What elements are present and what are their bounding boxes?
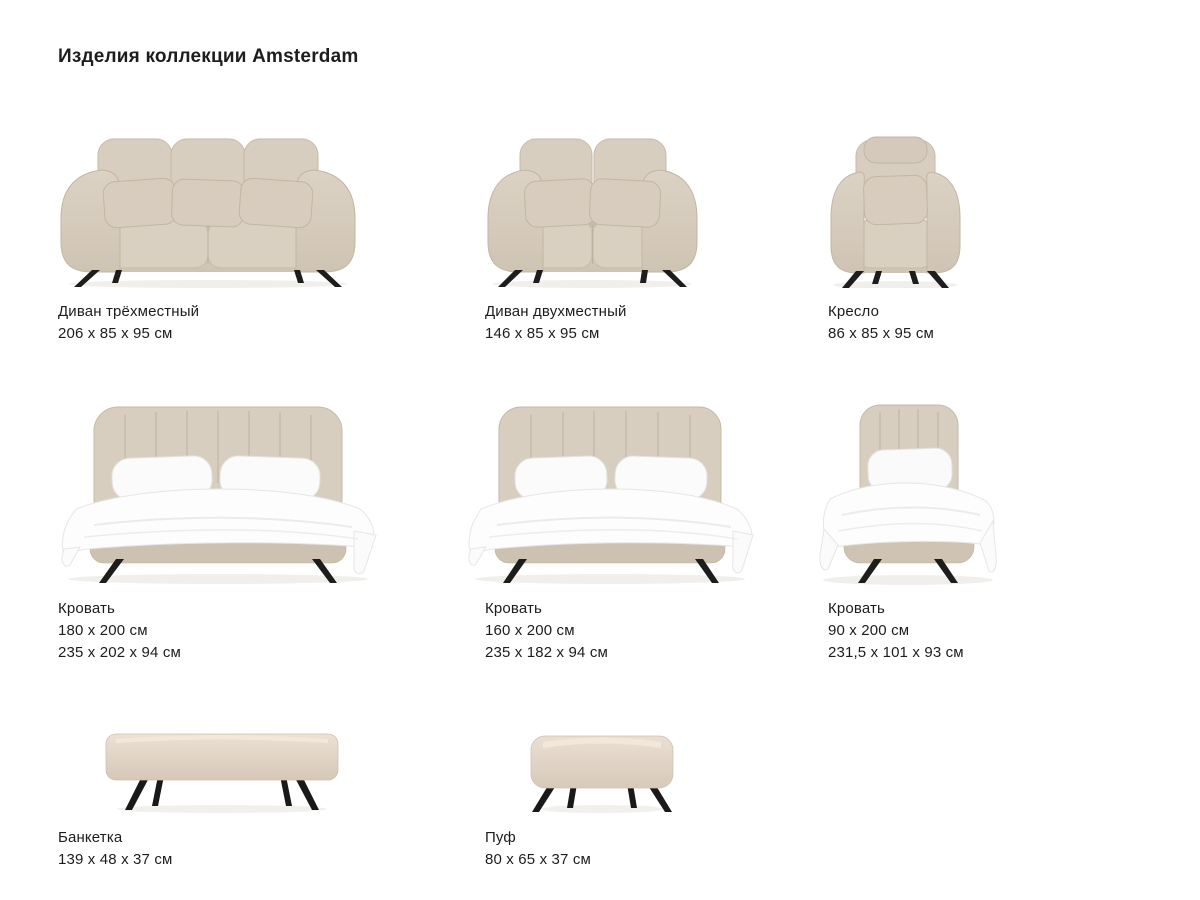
product-card-bed-160[interactable] — [485, 401, 828, 664]
product-name: Диван трёхместный — [58, 303, 200, 320]
bench-illustration — [102, 726, 342, 814]
product-dimensions: 231,5 x 101 x 93 см — [828, 644, 964, 661]
sofa-three-seat-image — [58, 130, 485, 288]
product-grid — [58, 130, 1160, 871]
pouf-illustration — [527, 722, 677, 814]
product-name: Кресло — [828, 303, 880, 320]
product-dimensions: 180 x 200 см — [58, 622, 148, 639]
product-dimensions: 160 x 200 см — [485, 622, 575, 639]
sofa-two-seat-image — [485, 130, 828, 288]
product-name: Диван двухместный — [485, 303, 627, 320]
bed-160-illustration — [465, 403, 755, 585]
product-name: Кровать — [828, 600, 885, 617]
bed-90-illustration — [818, 403, 998, 585]
product-card-armchair[interactable] — [828, 130, 1160, 345]
product-card-bed-90[interactable] — [828, 401, 1160, 664]
product-card-bed-180[interactable] — [58, 401, 485, 664]
product-card-sofa-3-seat[interactable] — [58, 130, 485, 345]
bed-90-image — [828, 401, 1160, 585]
product-name: Пуф — [485, 829, 516, 846]
product-dimensions: 80 x 65 x 37 см — [485, 851, 591, 868]
pouf-image — [485, 720, 828, 814]
product-dimensions: 235 x 182 x 94 см — [485, 644, 608, 661]
product-dimensions: 206 x 85 x 95 см — [58, 325, 173, 342]
product-card-bench[interactable] — [58, 720, 485, 871]
armchair-illustration — [828, 134, 963, 288]
product-name: Кровать — [58, 600, 115, 617]
page-title: Изделия коллекции Amsterdam — [58, 46, 359, 67]
bed-180-image — [58, 401, 485, 585]
product-dimensions: 139 x 48 x 37 см — [58, 851, 173, 868]
product-name: Банкетка — [58, 829, 123, 846]
sofa-three-seat-illustration — [58, 134, 358, 288]
product-name: Кровать — [485, 600, 542, 617]
bed-180-illustration — [58, 403, 378, 585]
sofa-two-seat-illustration — [485, 134, 700, 288]
product-dimensions: 90 x 200 см — [828, 622, 910, 639]
armchair-image — [828, 130, 1160, 288]
product-card-pouf[interactable] — [485, 720, 828, 871]
bench-image — [58, 720, 485, 814]
product-dimensions: 146 x 85 x 95 см — [485, 325, 600, 342]
product-dimensions: 86 x 85 x 95 см — [828, 325, 934, 342]
product-card-sofa-2-seat[interactable] — [485, 130, 828, 345]
product-dimensions: 235 x 202 x 94 см — [58, 644, 181, 661]
bed-160-image — [485, 401, 828, 585]
